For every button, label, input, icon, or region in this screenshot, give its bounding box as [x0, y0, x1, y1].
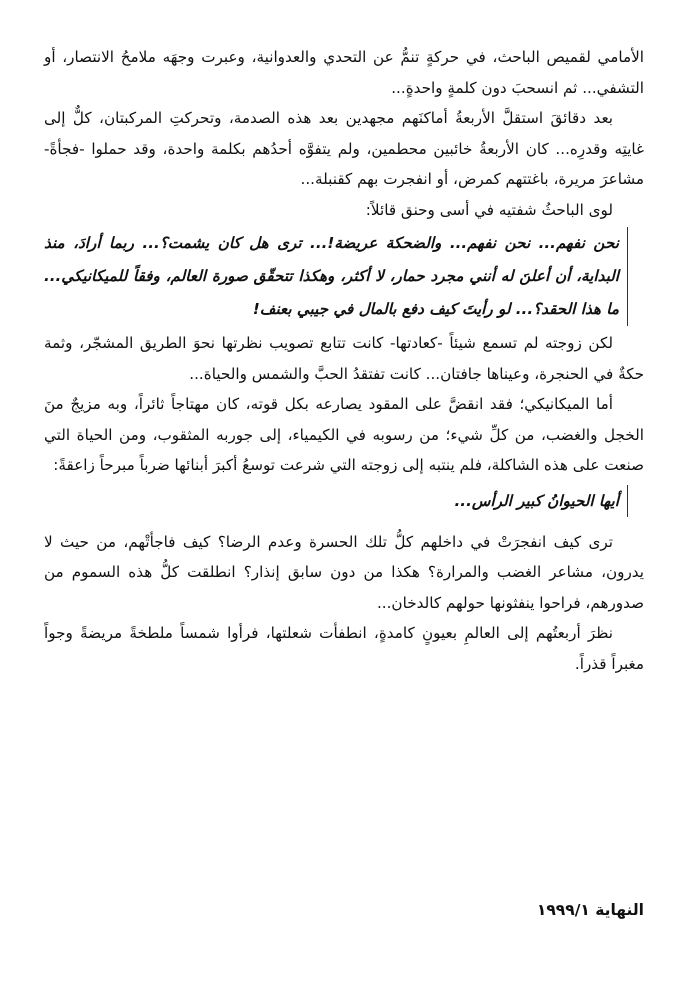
- end-date: النهاية ١٩٩٩/١: [536, 901, 644, 919]
- paragraph-6: ترى كيف انفجرَتْ في داخلهم كلُّ تلك الحسرة وعدم الرضا؟ كيف فاجأتْهم، من حيث لا يدرون، مشاعر الغضب والمرارة؟ هكذا من دون سابق إنذار؟ انطلقت كلُّ هذه السموم من صدورهم، فراحوا ينفثونها حولهم كالدخان...: [44, 532, 644, 612]
- paragraph-3: لوى الباحثُ شفتيه في أسى وحنق قائلاً:: [365, 200, 613, 219]
- paragraph-4: لكن زوجته لم تسمع شيئاً -كعادتها- كانت تتابع تصويب نظرتها نحوَ الطريق المشجّر، وثمة حكةٌ في الحنجرة، وعيناها جافتان... كانت تفتقدُ الحبَّ والشمس والحياة...: [44, 334, 644, 383]
- paragraph-5: أما الميكانيكي؛ فقد انقضَّ على المقود يصارعه بكل قوته، كان مهتاجاً ثائراً، وبه مزيجٌ منَ الخجل والغضب، من كلِّ شيء؛ من رسوبه في الكيمياء، إلى جوربه المثقوب، ومن الحياة التي صنعت على هذه الشاكلة، فلم ينتبه إلى زوجته التي شرعت توسعُ أكبرَ أبنائها ضرباً مبرحاً زاعقةً:: [44, 395, 644, 474]
- paragraph-2: بعد دقائقَ استقلَّ الأربعةُ أماكنَهم مجهدين بعد هذه الصدمة، وتحركتِ المركبتان، كلٌّ إلى غايتِه وقدرِه... كان الأربعةُ خائبين محطمين، ولم يتفوَّه أحدُهم بكلمة واحدة، وقد حملوا -فجأةً- مشاعرَ مريرة، باغتتهم كمرض، أو انفجرت بهم كقنبلة...: [44, 109, 644, 188]
- quote-block-2: أيها الحيوانُ كبير الرأس...: [44, 485, 628, 517]
- paragraph-7: نظرَ أربعتُهم إلى العالمِ بعيونٍ كامدةٍ، انطفأت شعلتها، فرأوا شمساً ملطخةً مريضةً وجواً مغبراً قذراً.: [44, 624, 644, 673]
- quote-block-1: نحن نفهم... نحن نفهم... والضحكة عريضة!... ترى هل كان يشمت؟... ربما أرادَ، منذ البداية، أن أعلنَ له أنني مجرد حمار، لا أكثر، وهكذا تتحقّق صورة العالم، وفقاً للميكانيكي... ما هذا الحقد؟... لو رأيتَ كيف دفع بالمال في جيبي بعنف!: [44, 227, 628, 326]
- paragraph-1: الأمامي لقميص الباحث، في حركةٍ تنمُّ عن التحدي والعدوانية، وعبرت وجهَه ملامحُ الانتصار، أو التشفي... ثم انسحبَ دون كلمةٍ واحدةٍ...: [44, 48, 644, 97]
